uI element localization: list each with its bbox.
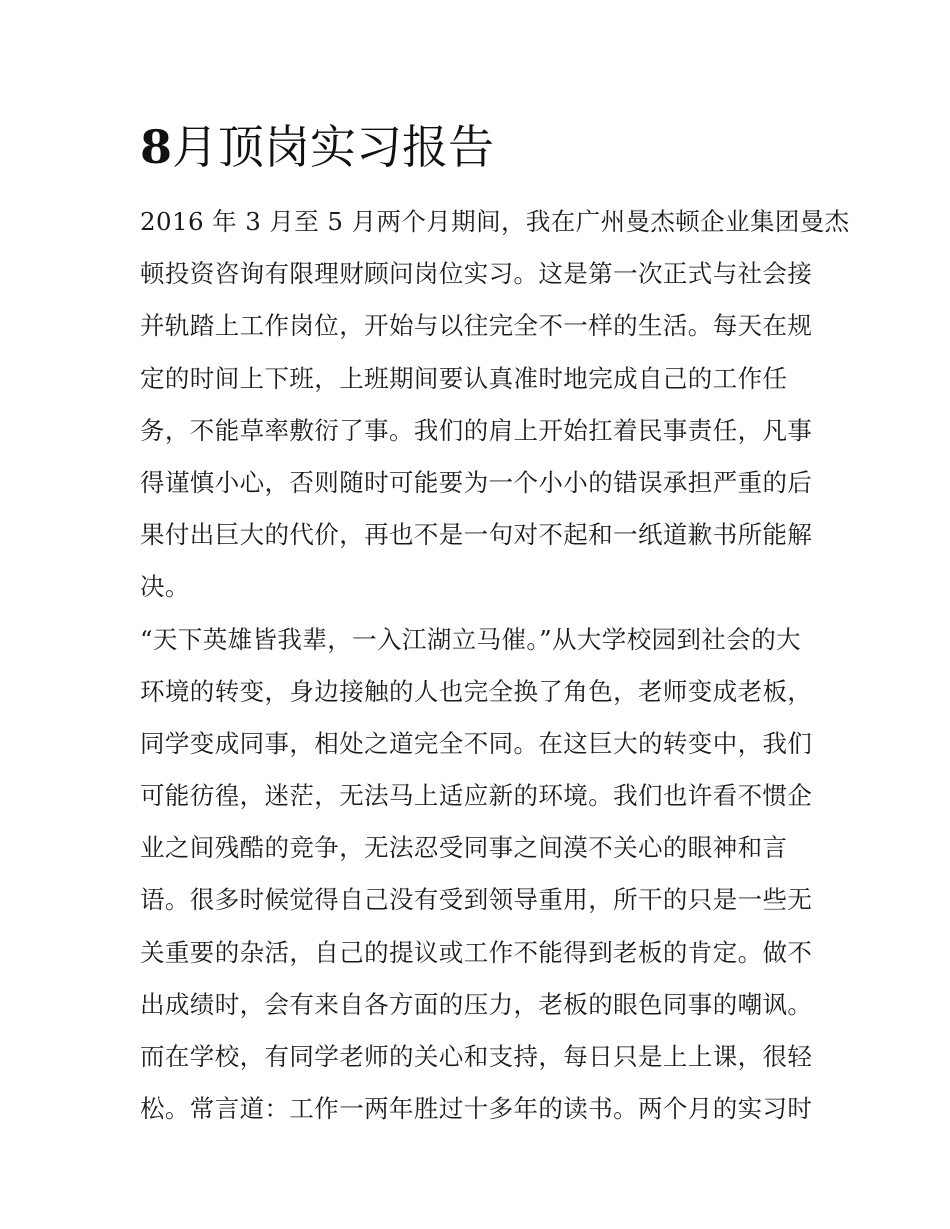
text-line: 同学变成同事，相处之道完全不同。在这巨大的转变中，我们 [140, 728, 813, 758]
text-line: 2016 年 3 月至 5 月两个月期间，我在广州曼杰顿企业集团曼杰 [140, 207, 850, 236]
text-line: 业之间残酷的竞争，无法忍受同事之间漠不关心的眼神和言 [140, 833, 788, 863]
document-title [140, 112, 494, 182]
text-line: 并轨踏上工作岗位，开始与以往完全不一样的生活。每天在规 [140, 311, 813, 341]
text-line: 松。常言道：工作一两年胜过十多年的读书。两个月的实习时 [140, 1094, 813, 1124]
body-text [140, 196, 850, 1135]
text-line: 出成绩时，会有来自各方面的压力，老板的眼色同事的嘲讽。 [140, 989, 813, 1019]
text-line: 务，不能草率敷衍了事。我们的肩上开始扛着民事责任，凡事 [140, 415, 813, 445]
text-line: 环境的转变，身边接触的人也完全换了角色，老师变成老板， [140, 676, 813, 706]
text-line: 决。 [140, 572, 190, 602]
text-line: 可能彷徨，迷茫，无法马上适应新的环境。我们也许看不惯企 [140, 781, 813, 811]
text-line: “天下英雄皆我辈，一入江湖立马催。”从大学校园到社会的大 [140, 624, 801, 654]
title-text: 月顶岗实习报告 [172, 120, 495, 174]
text-line: 语。很多时候觉得自己没有受到领导重用，所干的只是一些无 [140, 885, 813, 915]
text-line: 定的时间上下班，上班期间要认真准时地完成自己的工作任 [140, 363, 788, 393]
text-line: 顿投资咨询有限理财顾问岗位实习。这是第一次正式与社会接 [140, 259, 813, 289]
title-number: 8 [140, 120, 173, 174]
text-line: 关重要的杂活，自己的提议或工作不能得到老板的肯定。做不 [140, 937, 813, 967]
text-line: 得谨慎小心，否则随时可能要为一个小小的错误承担严重的后 [140, 467, 813, 497]
text-line: 果付出巨大的代价，再也不是一句对不起和一纸道歉书所能解 [140, 520, 813, 550]
text-line: 而在学校，有同学老师的关心和支持，每日只是上上课，很轻 [140, 1042, 813, 1071]
